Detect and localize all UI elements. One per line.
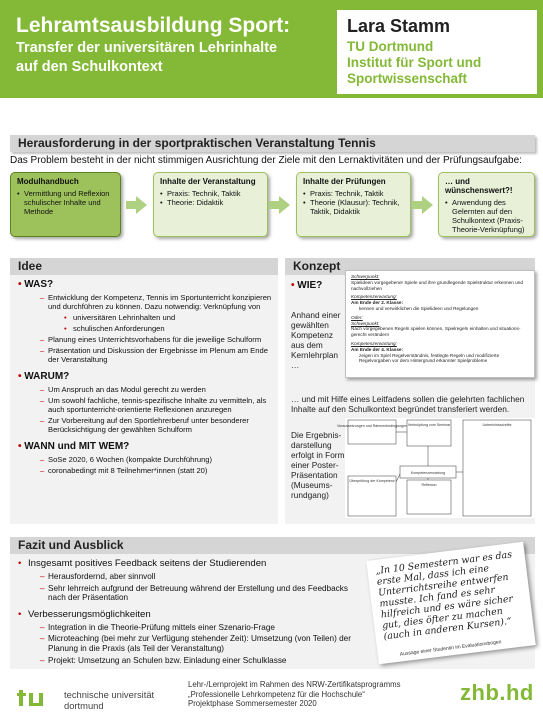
result-text [291,430,347,500]
arrow-right-icon [136,196,147,214]
wie-line: gewählten [291,320,329,330]
idea-panel [10,258,278,524]
result-line: darstellung [291,440,332,450]
flow-box-item: • Vermittlung und Reflexion schulischer Inhalte und Methode [17,189,114,216]
diagram-box-label: Verknüpfung zum Seminar [407,423,451,427]
warum-question: • WARUM? [18,371,70,382]
project-line: „Professionelle Lehrkompetenz für die Hochschule“ [188,689,365,699]
card-line: Spielideen vorgegebener Spiele und ihre grundlegende Spielstruktur erkennen und nachvollziehen [351,279,523,291]
tu-line: dortmund [64,700,104,711]
flow-box-title: … und wünschenswert?! [445,177,513,195]
flow-box-title: Inhalte der Veranstaltung [160,177,256,186]
tu-logo-icon [17,686,57,710]
list-item: • universitären Lehrinhalten und [64,313,274,322]
student-quote: „In 10 Semestern war es das erste Mal, dass ich eine Unterrichtsreihe entwerfen musste. Ich fand es sehr hilfreich und es wäre sicher gut, dies öfter zu machen (auch in anderen Kursen).“ [374,549,514,643]
fazit-heading: Fazit und Ausblick [10,537,535,554]
flow-box-item: • Theorie (Klausur): Technik, Taktik, Didaktik [303,198,404,216]
concept-heading: Konzept [285,258,535,275]
flow-box-title: Inhalte der Prüfungen [303,177,386,186]
result-line: Präsentation [291,470,338,480]
diagram-box-label: Voraussetzungen und Rahmenbedingungen [336,424,408,428]
flow-box-wuenschenswert [438,172,535,237]
wie-line: Kernlehrplan [291,350,339,360]
university-name: TU Dortmund [347,39,434,54]
tu-dortmund-label [64,689,154,711]
result-line: rundgang) [291,490,329,500]
institute-line-2: Sportwissenschaft [347,71,468,86]
arrow-right-icon [422,196,433,214]
fazit-item: • Verbesserungsmöglichkeiten [18,609,358,621]
idea-heading: Idee [10,258,278,275]
wann-question: • WANN und MIT WEM? [18,441,130,452]
idea-content [18,278,274,475]
project-info [188,680,458,709]
student-quote-card [366,542,535,664]
card-line: Am Ende der 4. Klasse: [351,346,404,352]
result-line: Die Ergebnis- [291,430,342,440]
card-line: Kompetenzerwartung: [351,294,397,300]
list-item: – Sehr lehrreich aufgrund der Betreuung während der Erstellung und des Feedbacks nach der Präsentation [40,584,358,603]
wie-line: … [291,360,300,370]
quote-source: Aussage einer Studentin im Evaluationsbogen [399,639,502,658]
list-item: – Projekt: Umsetzung an Schulen bzw. Einladung einer Schulklasse [40,656,358,666]
card-line: Schwerpunkt: [351,274,380,279]
was-question: • WAS? [18,279,54,290]
diagram-box-label: Überprüfung der Kompetenz [349,479,395,483]
list-item: – Planung eines Unterrichtsvorhabens für die jeweilige Schulform [40,335,274,344]
list-item: • schulischen Anforderungen [64,324,274,333]
diagram-box-label: Reflexion [421,483,437,487]
flow-box-item: • Praxis: Technik, Taktik [160,189,261,198]
project-line: Projektphase Sommersemester 2020 [188,699,317,709]
list-item: – Herausfordernd, aber sinnvoll [40,572,358,582]
was-label: WAS? [24,279,54,290]
wie-question: • WIE? [291,280,323,291]
poster-header [0,0,543,98]
list-item: – Präsentation und Diskussion der Ergebnisse im Plenum am Ende der Veranstaltung [40,346,274,364]
diagram-box-label: Unterrichtsschritte [482,423,512,427]
challenge-intro: Das Problem besteht in der nicht stimmigen Ausrichtung der Ziele mit den Lernaktivitäten und der Prüfungsaufgabe: [10,155,522,166]
card-line: Kompetenzerwartung: [351,340,397,346]
result-line: erfolgt in Form [291,450,345,460]
card-line: Schwerpunkt: [351,320,380,326]
wann-label: WANN und MIT WEM? [24,441,130,452]
card-line: Am Ende der 2. Klasse: [351,300,404,306]
arrow-right-icon [279,196,290,214]
card-line: kennen und verwirklichen die Spielideen und Regelungen [359,305,479,311]
kernlehrplan-card [345,270,535,378]
wie-line: Kompetenz [291,330,333,340]
wie-label: WIE? [297,280,323,291]
author-name: Lara Stamm [347,16,451,36]
title-line-1: Lehramtsausbildung Sport: [16,14,291,37]
flow-box-item: • Theorie: Didaktik [160,198,261,207]
fazit-content [18,557,358,665]
fazit-item: • Insgesamt positives Feedback seitens der Studierenden [18,558,358,570]
list-item: – Microteaching (bei mehr zur Verfügung stehender Zeit): Umsetzung (von Teilen) der Planung in die Praxis (als Teil der Veranstaltung) [40,634,358,653]
list-item: – SoSe 2020, 6 Wochen (kompakte Durchführung) [40,455,274,464]
flow-box-modulhandbuch [10,172,121,237]
card-line: Nach vorgegebenen Regeln spielen können, Spielregeln einhalten und situations-gerecht verändern [351,326,521,338]
result-line: (Museums- [291,480,333,490]
tu-line: technische universität [64,689,155,700]
wie-line: Anhand einer [291,310,341,320]
poster-title [16,14,336,76]
list-item: – coronabedingt mit 8 Teilnehmer*innen (statt 20) [40,466,274,475]
list-item: – Integration in die Theorie-Prüfung mittels einer Szenario-Frage [40,623,358,633]
card-line: zeigen im Spiel Regelverständnis, festlegte Regeln und modifizierte Regelvorgaben vor dem Hintergrund erkannter Spielprobleme [359,352,500,364]
author-box [337,10,537,94]
challenge-heading: Herausforderung in der sportpraktischen Veranstaltung Tennis [10,135,535,152]
list-item [40,293,274,333]
flow-box-title: Modulhandbuch [17,177,79,186]
wie-text [291,310,343,370]
title-line-3: auf den Schulkontext [16,59,163,75]
was-item-text: Entwicklung der Kompetenz, Tennis im Sportunterricht konzipieren und durchführen zu können. Dazu notwendig: Verknüpfung von [48,293,272,311]
warum-label: WARUM? [24,371,70,382]
flow-box-veranstaltung [153,172,268,237]
flow-box-pruefungen [296,172,411,237]
list-item: – Um sowohl fachliche, tennis-spezifische Inhalte zu vermitteln, als auch sportunterricht-orientierte Reflexionen anzuregen [40,396,274,414]
leitfaden-text: … und mit Hilfe eines Leitfadens sollen die gelehrten fachlichen Inhalte auf den Schulkontext begründet transferiert werden. [291,394,525,414]
diagram-box-label: Kompetenzerwartung [410,471,446,475]
flow-box-item: • Anwendung des Gelernten auf den Schulkontext (Praxis-Theorie-Verknüpfung) [445,198,528,234]
flow-box-item: • Praxis: Technik, Taktik [303,189,404,198]
result-line: einer Poster- [291,460,339,470]
institute-line-1: Institut für Sport und [347,55,482,70]
title-line-2: Transfer der universitären Lehrinhalte [16,40,278,56]
leitfaden-diagram [336,418,535,518]
list-item: – Zur Vorbereitung auf den Sportlehrerberuf unter besonderer Berücksichtigung der gewählten Schulform [40,416,274,434]
wie-line: aus dem [291,340,323,350]
list-item: – Um Anspruch an das Modul gerecht zu werden [40,385,274,394]
card-line: Oder: [351,314,363,320]
project-line: Lehr-/Lernprojekt im Rahmen des NRW-Zertifikatsprogramms [188,680,401,689]
challenge-flow [10,172,535,240]
zhb-logo: zhb.hd [460,680,534,705]
